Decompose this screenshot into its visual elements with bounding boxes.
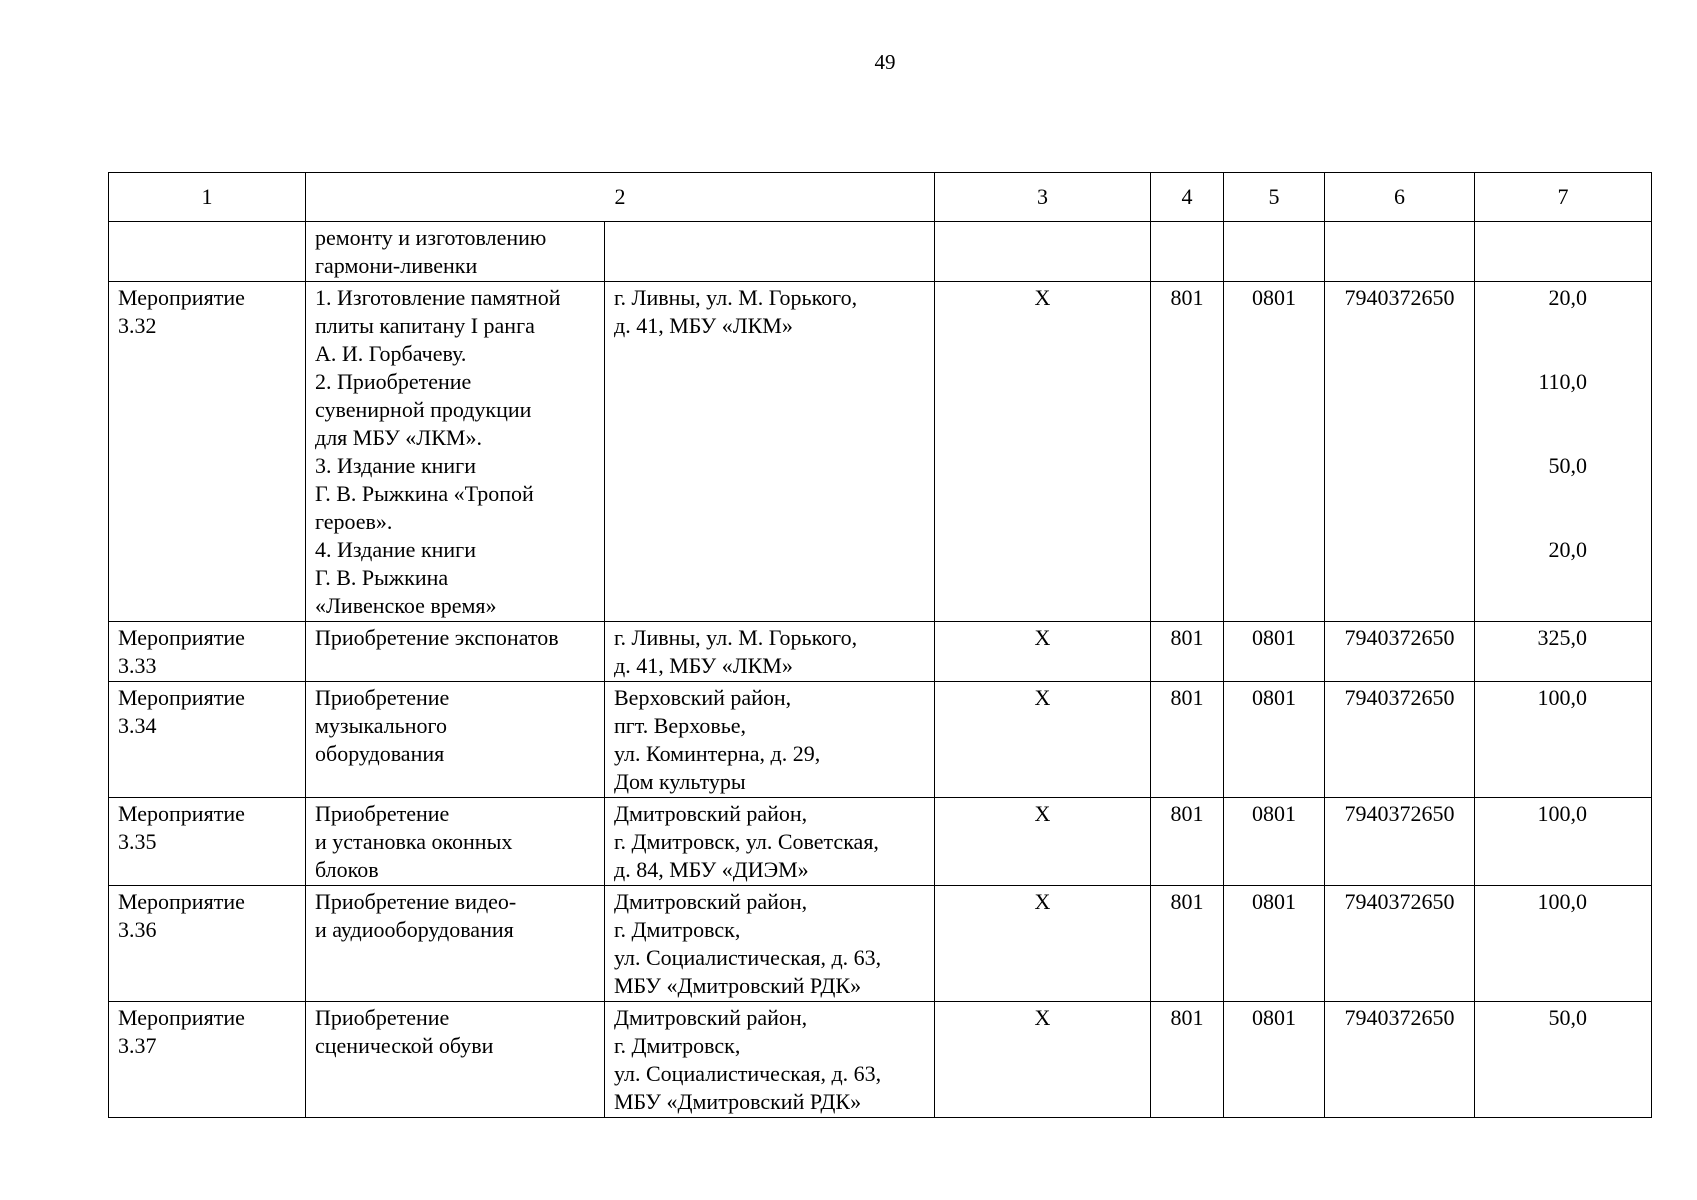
- row-col6: 7940372650: [1325, 622, 1475, 682]
- table-row: [109, 222, 1652, 282]
- row-address: г. Ливны, ул. М. Горького, д. 41, МБУ «ЛКМ»: [605, 622, 935, 682]
- row-address: Дмитровский район, г. Дмитровск, ул. Социалистическая, д. 63, МБУ «Дмитровский РДК»: [605, 1002, 935, 1118]
- header-cell-5: 5: [1224, 173, 1325, 222]
- row-id: Мероприятие 3.33: [109, 622, 306, 682]
- row-col4: [1151, 222, 1224, 282]
- header-cell-3: 3: [935, 173, 1151, 222]
- table-row: [109, 682, 1652, 798]
- row-id: Мероприятие 3.34: [109, 682, 306, 798]
- row-col6: 7940372650: [1325, 886, 1475, 1002]
- row-col3: Х: [935, 622, 1151, 682]
- row-description: Приобретение сценической обуви: [306, 1002, 605, 1118]
- row-col5: 0801: [1224, 1002, 1325, 1118]
- row-address: Верховский район, пгт. Верховье, ул. Коминтерна, д. 29, Дом культуры: [605, 682, 935, 798]
- row-col4: 801: [1151, 1002, 1224, 1118]
- row-col4: 801: [1151, 682, 1224, 798]
- page-number: 49: [874, 50, 896, 74]
- row-col7: 20,0 110,0 50,0 20,0: [1475, 282, 1652, 622]
- row-address: г. Ливны, ул. М. Горького, д. 41, МБУ «ЛКМ»: [605, 282, 935, 622]
- row-col6: 7940372650: [1325, 798, 1475, 886]
- row-col6: 7940372650: [1325, 1002, 1475, 1118]
- row-col3: Х: [935, 282, 1151, 622]
- table-row: [109, 798, 1652, 886]
- row-col4: 801: [1151, 798, 1224, 886]
- row-col7: [1475, 222, 1652, 282]
- row-col5: 0801: [1224, 886, 1325, 1002]
- header-cell-7: 7: [1475, 173, 1652, 222]
- row-description: 1. Изготовление памятной плиты капитану I ранга А. И. Горбачеву. 2. Приобретение сувенирной продукции для МБУ «ЛКМ». 3. Издание книги Г. В. Рыжкина «Тропой героев». 4. Издание книги Г. В. Рыжкина «Ливенское время»: [306, 282, 605, 622]
- row-address: Дмитровский район, г. Дмитровск, ул. Социалистическая, д. 63, МБУ «Дмитровский РДК»: [605, 886, 935, 1002]
- row-id: [109, 222, 306, 282]
- row-col3: Х: [935, 1002, 1151, 1118]
- header-cell-4: 4: [1151, 173, 1224, 222]
- row-description: Приобретение экспонатов: [306, 622, 605, 682]
- header-cell-6: 6: [1325, 173, 1475, 222]
- row-address: [605, 222, 935, 282]
- row-col7: 100,0: [1475, 886, 1652, 1002]
- row-col3: Х: [935, 886, 1151, 1002]
- row-col6: 7940372650: [1325, 682, 1475, 798]
- row-col7: 325,0: [1475, 622, 1652, 682]
- table-row: [109, 282, 1652, 622]
- row-col5: [1224, 222, 1325, 282]
- row-col6: [1325, 222, 1475, 282]
- row-id: Мероприятие 3.35: [109, 798, 306, 886]
- table-row: [109, 886, 1652, 1002]
- header-row: [109, 173, 1652, 222]
- row-description: Приобретение и установка оконных блоков: [306, 798, 605, 886]
- row-id: Мероприятие 3.32: [109, 282, 306, 622]
- row-col3: Х: [935, 798, 1151, 886]
- row-col7: 50,0: [1475, 1002, 1652, 1118]
- row-col4: 801: [1151, 282, 1224, 622]
- row-col3: [935, 222, 1151, 282]
- row-col5: 0801: [1224, 682, 1325, 798]
- row-col4: 801: [1151, 622, 1224, 682]
- row-description: ремонту и изготовлению гармони-ливенки: [306, 222, 605, 282]
- budget-table: [108, 172, 1652, 1118]
- row-col6: 7940372650: [1325, 282, 1475, 622]
- row-col3: Х: [935, 682, 1151, 798]
- row-description: Приобретение видео- и аудиооборудования: [306, 886, 605, 1002]
- row-col5: 0801: [1224, 798, 1325, 886]
- row-col4: 801: [1151, 886, 1224, 1002]
- header-cell-1: 1: [109, 173, 306, 222]
- row-col7: 100,0: [1475, 682, 1652, 798]
- table-row: [109, 1002, 1652, 1118]
- row-id: Мероприятие 3.36: [109, 886, 306, 1002]
- row-col7: 100,0: [1475, 798, 1652, 886]
- row-address: Дмитровский район, г. Дмитровск, ул. Советская, д. 84, МБУ «ДИЭМ»: [605, 798, 935, 886]
- header-cell-2: 2: [306, 173, 935, 222]
- table-row: [109, 622, 1652, 682]
- row-col5: 0801: [1224, 282, 1325, 622]
- row-id: Мероприятие 3.37: [109, 1002, 306, 1118]
- row-description: Приобретение музыкального оборудования: [306, 682, 605, 798]
- row-col5: 0801: [1224, 622, 1325, 682]
